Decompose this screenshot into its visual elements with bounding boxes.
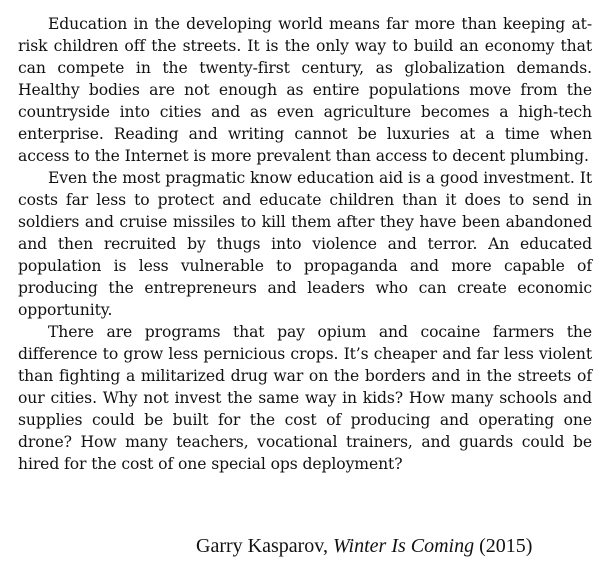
- quote-text: [18, 13, 592, 475]
- paragraph-1: Education in the developing world means far more than keeping at-risk children off the streets. It is the only way to build an economy that can compete in the twenty-first century, as globalization demands. Healthy bodies are not enough as entire populations move from the countryside into cities and as even agriculture becomes a high-tech enterprise. Reading and writing cannot be luxuries at a time when access to the Internet is more prevalent than access to decent plumbing.: [18, 15, 592, 165]
- author-name: Garry Kasparov,: [196, 535, 333, 557]
- publication-year: (2015): [474, 535, 533, 557]
- paragraph-2: Even the most pragmatic know education aid is a good investment. It costs far less to protect and educate children than it does to send in soldiers and cruise missiles to kill them after they have been abandoned and then recruited by thugs into violence and terror. An educated population is less vulnerable to propaganda and more capable of producing the entrepreneurs and leaders who can create economic opportunity.: [18, 169, 592, 319]
- book-title: Winter Is Coming: [332, 535, 475, 557]
- paragraph-3: There are programs that pay opium and cocaine farmers the difference to grow less pernicious crops. It’s cheaper and far less violent than fighting a militarized drug war on the borders and in the streets of our cities. Why not invest the same way in kids? How many schools and supplies could be built for the cost of producing and operating one drone? How many teachers, vocational trainers, and guards could be hired for the cost of one special ops deployment?: [18, 323, 592, 473]
- attribution: [196, 533, 532, 559]
